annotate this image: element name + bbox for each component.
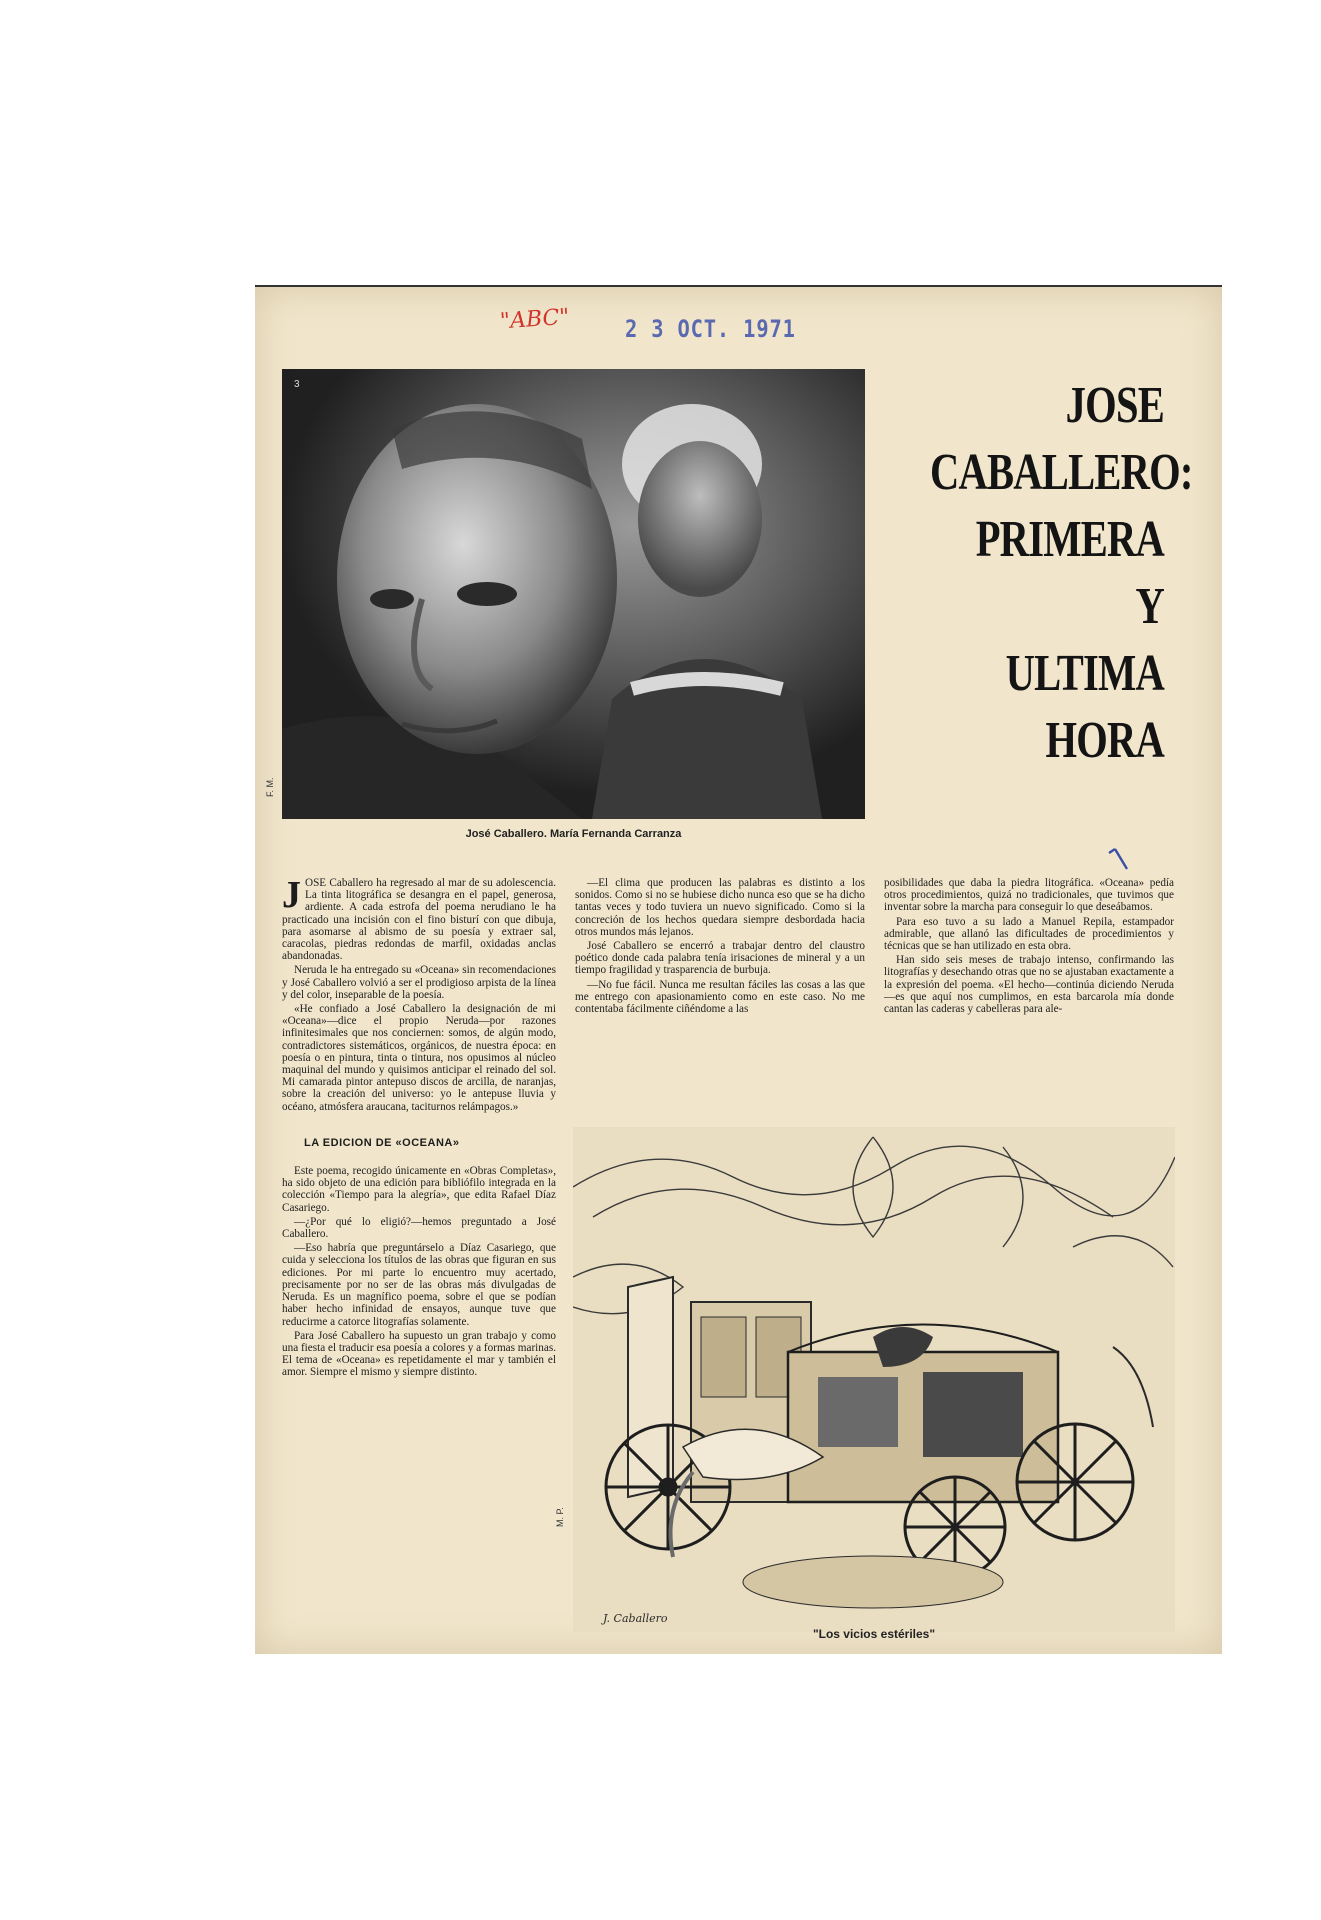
article-paragraph: Neruda le ha entregado su «Oceana» sin recomendaciones y José Caballero volvió a ser el prodigioso arpista de la línea y del color, inseparable de la poesía. bbox=[282, 964, 556, 1001]
photo-caption: José Caballero. María Fernanda Carranza bbox=[465, 828, 682, 840]
portrait-photo bbox=[282, 369, 865, 819]
article-paragraph: —Eso habría que preguntárselo a Díaz Casariego, que cuida y selecciona los títulos de las obras que figuran en sus ediciones. Por mi parte lo encuentro muy acertado, precisamente por no ser de las obras más divulgadas de Neruda. Es un magnífico poema, sobre el que se podían haber hecho infinidad de ensayos, aunque tuve que reducirme a catorce litografías solamente. bbox=[282, 1242, 556, 1328]
pen-mark-icon bbox=[1107, 847, 1131, 873]
portrait-photo-image bbox=[282, 369, 865, 819]
drop-cap: J bbox=[282, 874, 301, 916]
article-paragraph: Este poema, recogido únicamente en «Obras Completas», ha sido objeto de una edición para bibliófilo integrada en la colección «Tiempo para la alegría», que edita Rafael Díaz Casariego. bbox=[282, 1165, 556, 1214]
headline-line: ULTIMA bbox=[1005, 645, 1164, 702]
section-subhead: LA EDICION DE «OCEANA» bbox=[304, 1136, 460, 1149]
article-paragraph: Para eso tuvo a su lado a Manuel Repila, estampador admirable, que allanó las dificultades de procedimientos y técnicas que se han utilizado en esta obra. bbox=[884, 915, 1174, 953]
handwritten-source-note: "ABC" bbox=[499, 304, 571, 335]
article-paragraph: —El clima que producen las palabras es distinto a los sonidos. Como si no se hubiese dicho nunca eso que se ha dicho tantas veces y todo tuviera un nuevo significado. Como si la concreción de los hechos quedara siempre desbordada hacia otros mundos más lejanos. bbox=[575, 877, 865, 938]
photo-credit: F. M. bbox=[265, 777, 275, 797]
headline-line: CABALLERO: bbox=[930, 444, 1193, 501]
date-stamp: 2 3 OCT. 1971 bbox=[625, 315, 796, 343]
svg-text:3: 3 bbox=[294, 379, 300, 390]
article-column-2 bbox=[575, 877, 865, 1017]
lithograph-illustration bbox=[573, 1127, 1175, 1632]
article-paragraph: posibilidades que daba la piedra litográfica. «Oceana» pedía otros procedimientos, quizá no tradicionales, que tuvimos que inventar sobre la marcha para conseguir lo que deseábamos. bbox=[884, 877, 1174, 914]
article-paragraph: —No fue fácil. Nunca me resultan fáciles las cosas a las que me entrego con apasionamiento como en este caso. No me contentaba fácilmente ciñéndome a las bbox=[575, 978, 865, 1016]
article-paragraph: —¿Por qué lo eligió?—hemos preguntado a José Caballero. bbox=[282, 1215, 556, 1241]
article-column-1 bbox=[282, 874, 556, 1381]
headline-line: JOSE bbox=[1065, 377, 1164, 434]
lithograph-drawing bbox=[573, 1127, 1175, 1632]
headline-line: HORA bbox=[1045, 712, 1164, 769]
artist-signature: J. Caballero bbox=[603, 1612, 668, 1625]
article-paragraph: José Caballero se encerró a trabajar dentro del claustro poético donde cada palabra tenía irisaciones de mineral y a un tiempo fragilidad y trasparencia de burbuja. bbox=[575, 940, 865, 977]
article-paragraph: JOSE Caballero ha regresado al mar de su adolescencia. La tinta litográfica se desangra en el papel, generosa, ardiente. A cada estrofa del poema nerudiano le ha practicado una incisión con el fino bisturí con que dibuja, para asomarse al abismo de su poesía y extraer sal, caracolas, piedras redondas de marfil, oxidadas anclas abandonadas. bbox=[282, 874, 556, 963]
article-paragraph: «He confiado a José Caballero la designación de mi «Oceana»—dice el propio Neruda—por razones infinitesimales que nos conciernen: somos, de algún modo, contradictores sistemáticos, orgánicos, de nuestra época: en poesía o en pintura, tinta o tintura, nos opusimos al núcleo maquinal del mundo y quisimos anticipar el reinado del sol. Mi camarada pintor antepuso discos de arcilla, de naranjas, sobre la creación del universo: yo le antepuse lluvia y océano, atmósfera araucana, taciturnos relámpagos.» bbox=[282, 1003, 556, 1113]
article-paragraph: Han sido seis meses de trabajo intenso, confirmando las litografías y desechando otras que no se ajustaban exactamente a la expresión del poema. «El hecho—continúa diciendo Neruda—es que aquí nos cumplimos, en esta barcarola mía donde cantan las caderas y cabelleras para ale- bbox=[884, 954, 1174, 1016]
article-paragraph: Para José Caballero ha supuesto un gran trabajo y como una fiesta el traducir esa poesía a colores y a formas marinas. El tema de «Oceana» es repetidamente el mar y también el amor. Siempre el mismo y siempre distinto. bbox=[282, 1329, 556, 1379]
newspaper-clipping bbox=[255, 287, 1222, 1654]
headline-line: Y bbox=[1135, 578, 1164, 635]
illustration-caption: "Los vicios estériles" bbox=[812, 1627, 936, 1641]
article-column-3 bbox=[884, 877, 1174, 1017]
illustration-credit: M. P. bbox=[555, 1507, 565, 1527]
headline bbox=[930, 372, 1193, 774]
headline-line: PRIMERA bbox=[975, 511, 1164, 568]
